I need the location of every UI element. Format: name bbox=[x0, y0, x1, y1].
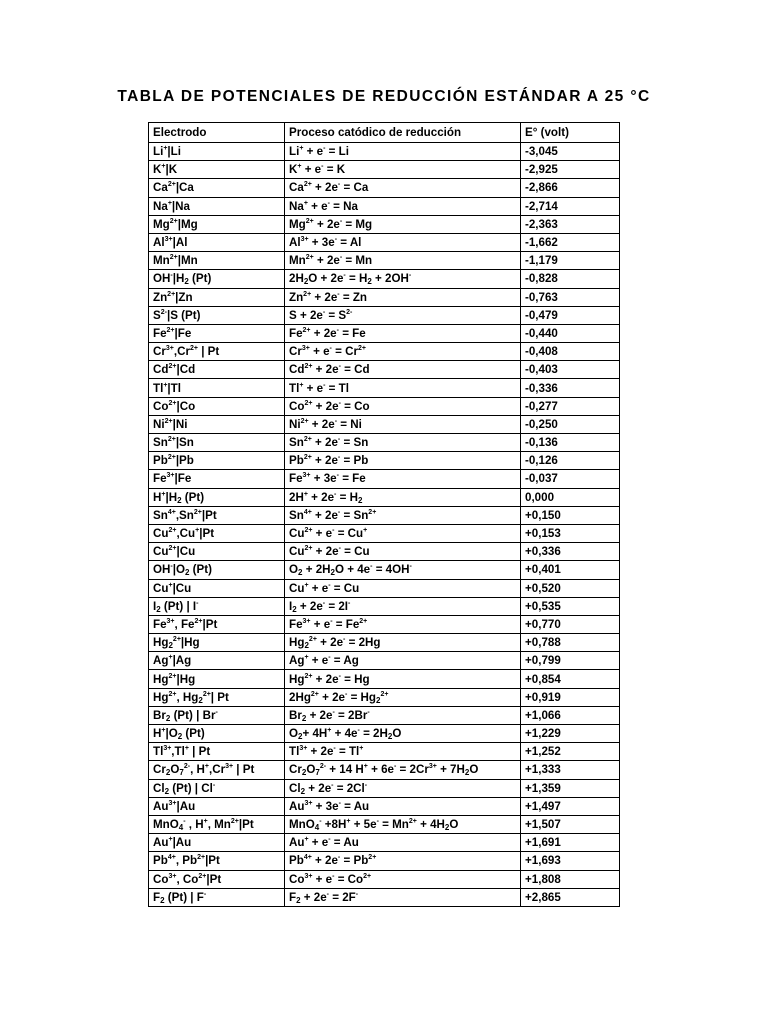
process-cell: $Mn^{2+} + 2e^- = Mn$ bbox=[285, 252, 521, 270]
electrode-cell: $Cd^{2+}|Cd$ bbox=[149, 361, 285, 379]
potential-cell: -0,336 bbox=[521, 379, 620, 397]
table-row bbox=[149, 270, 620, 288]
electrode-cell: $Zn^{2+}|Zn$ bbox=[149, 288, 285, 306]
table-row bbox=[149, 597, 620, 615]
reduction-potentials-table bbox=[148, 122, 620, 907]
electrode-cell: $Br_2$ (Pt) | Br- bbox=[149, 706, 285, 724]
potential-cell: +0,799 bbox=[521, 652, 620, 670]
electrode-cell: $Ca^{2+}|Ca$ bbox=[149, 179, 285, 197]
process-cell: $Ni^{2+} + 2e^- = Ni$ bbox=[285, 415, 521, 433]
process-cell: Ag+ + e- = Ag bbox=[285, 652, 521, 670]
electrode-cell: $Sn^{2+}|Sn$ bbox=[149, 434, 285, 452]
electrode-cell: $F_2$ (Pt) | F- bbox=[149, 888, 285, 906]
electrode-cell: $OH^-|O_2$ (Pt) bbox=[149, 561, 285, 579]
table-row bbox=[149, 415, 620, 433]
electrode-cell: MnO$_4$- , H+, $Mn^{2+}|Pt$ bbox=[149, 815, 285, 833]
process-cell: Na+ + e- = Na bbox=[285, 197, 521, 215]
process-cell: $Hg^{2+} + 2e^- = Hg$ bbox=[285, 670, 521, 688]
header-process: Proceso catódico de reducción bbox=[285, 123, 521, 143]
potential-cell: -0,828 bbox=[521, 270, 620, 288]
table-row bbox=[149, 834, 620, 852]
potential-cell: -0,408 bbox=[521, 343, 620, 361]
electrode-cell: K+|K bbox=[149, 161, 285, 179]
table-row bbox=[149, 743, 620, 761]
process-cell: Cu+ + e- = Cu bbox=[285, 579, 521, 597]
process-cell: Li+ + e- = Li bbox=[285, 143, 521, 161]
table-row bbox=[149, 143, 620, 161]
potential-cell: -2,866 bbox=[521, 179, 620, 197]
process-cell: $Cr_2O_7^{2-} + 14$ $H^+ + 6e^- = 2Cr^{3+} + 7H_2O$ bbox=[285, 761, 521, 779]
electrode-cell: $Al^{3+}|Al$ bbox=[149, 233, 285, 251]
process-cell: $F_2 + 2e^- = 2F^-$ bbox=[285, 888, 521, 906]
potential-cell: -0,403 bbox=[521, 361, 620, 379]
process-cell: $MnO_4^- +8H^+ + 5e^- = Mn^{2+} + 4H_2O$ bbox=[285, 815, 521, 833]
table-row bbox=[149, 543, 620, 561]
process-cell: $2H_2O + 2e^- = H_2 + 2OH^-$ bbox=[285, 270, 521, 288]
potential-cell: -3,045 bbox=[521, 143, 620, 161]
potential-cell: 0,000 bbox=[521, 488, 620, 506]
table-row bbox=[149, 343, 620, 361]
potential-cell: +1,507 bbox=[521, 815, 620, 833]
electrode-cell: $I_2$ (Pt) | I- bbox=[149, 597, 285, 615]
electrode-cell: $Pb^{2+}|Pb$ bbox=[149, 452, 285, 470]
process-cell: $Tl^{3+} + 2e^- = Tl^+$ bbox=[285, 743, 521, 761]
table-row bbox=[149, 161, 620, 179]
process-cell: $Ca^{2+} + 2e^- = Ca$ bbox=[285, 179, 521, 197]
electrode-cell: $Tl^{3+},Tl^+$ | Pt bbox=[149, 743, 285, 761]
potential-cell: +1,691 bbox=[521, 834, 620, 852]
table-row bbox=[149, 761, 620, 779]
electrode-cell: $Fe^{3+}$, $Fe^{2+}|Pt$ bbox=[149, 615, 285, 633]
electrode-cell: $Sn^{4+},Sn^{2+}|Pt$ bbox=[149, 506, 285, 524]
table-row bbox=[149, 470, 620, 488]
potential-cell: +1,808 bbox=[521, 870, 620, 888]
potential-cell: +0,401 bbox=[521, 561, 620, 579]
header-electrode: Electrodo bbox=[149, 123, 285, 143]
process-cell: $Cu^{2+} + 2e^- = Cu$ bbox=[285, 543, 521, 561]
table-row bbox=[149, 252, 620, 270]
table-row bbox=[149, 379, 620, 397]
table-row bbox=[149, 870, 620, 888]
table-row bbox=[149, 688, 620, 706]
process-cell: $Pb^{4+} + 2e^- = Pb^{2+}$ bbox=[285, 852, 521, 870]
potential-cell: -2,925 bbox=[521, 161, 620, 179]
process-cell: $Br_2 + 2e^- = 2Br^-$ bbox=[285, 706, 521, 724]
process-cell: $Al^{3+} + 3e^- = Al$ bbox=[285, 233, 521, 251]
electrode-cell: $Cl_2$ (Pt) | Cl- bbox=[149, 779, 285, 797]
potential-cell: +1,252 bbox=[521, 743, 620, 761]
potential-cell: -0,277 bbox=[521, 397, 620, 415]
potential-cell: -0,126 bbox=[521, 452, 620, 470]
potential-cell: +2,865 bbox=[521, 888, 620, 906]
process-cell: Tl+ + e- = Tl bbox=[285, 379, 521, 397]
process-cell: $Cr^{3+} + e^- = Cr^{2+}$ bbox=[285, 343, 521, 361]
process-cell: $Cu^{2+} + e^- = Cu^+$ bbox=[285, 524, 521, 542]
potential-cell: -1,179 bbox=[521, 252, 620, 270]
table-row bbox=[149, 615, 620, 633]
table-row bbox=[149, 361, 620, 379]
potential-cell: +1,066 bbox=[521, 706, 620, 724]
table-row bbox=[149, 725, 620, 743]
process-cell: $S + 2e^- = S^{2-}$ bbox=[285, 306, 521, 324]
header-potential: E° (volt) bbox=[521, 123, 620, 143]
process-cell: $Cd^{2+} + 2e^- = Cd$ bbox=[285, 361, 521, 379]
table-row bbox=[149, 288, 620, 306]
table-row bbox=[149, 634, 620, 652]
electrode-cell: $Hg_2^{2+}|Hg$ bbox=[149, 634, 285, 652]
table-row bbox=[149, 397, 620, 415]
electrode-cell: $Cr_2O_7^{2-}$, $H^+,Cr^{3+}$ | Pt bbox=[149, 761, 285, 779]
electrode-cell: $Fe^{2+}|Fe$ bbox=[149, 324, 285, 342]
table-row bbox=[149, 306, 620, 324]
process-cell: $Cl_2 + 2e^- = 2Cl^-$ bbox=[285, 779, 521, 797]
electrode-cell: $Co^{2+}|Co$ bbox=[149, 397, 285, 415]
table-row bbox=[149, 852, 620, 870]
table-row bbox=[149, 888, 620, 906]
process-cell: $Fe^{3+} + e^- = Fe^{2+}$ bbox=[285, 615, 521, 633]
electrode-cell: $Co^{3+}$, $Co^{2+}|Pt$ bbox=[149, 870, 285, 888]
table-row bbox=[149, 579, 620, 597]
table-row bbox=[149, 561, 620, 579]
process-cell: $I_2 + 2e^- = 2I^-$ bbox=[285, 597, 521, 615]
potential-cell: -0,250 bbox=[521, 415, 620, 433]
electrode-cell: $Cr^{3+},Cr^{2+}$ | Pt bbox=[149, 343, 285, 361]
potential-cell: +0,520 bbox=[521, 579, 620, 597]
electrode-cell: Cu+|Cu bbox=[149, 579, 285, 597]
potential-cell: +1,497 bbox=[521, 797, 620, 815]
process-cell: $O_2+ 4H^+ + 4e^- = 2H_2O$ bbox=[285, 725, 521, 743]
potential-cell: +1,359 bbox=[521, 779, 620, 797]
potential-cell: +0,153 bbox=[521, 524, 620, 542]
electrode-cell: Tl+|Tl bbox=[149, 379, 285, 397]
process-cell: $Co^{2+} + 2e^- = Co$ bbox=[285, 397, 521, 415]
electrode-cell: Li+|Li bbox=[149, 143, 285, 161]
table-row bbox=[149, 797, 620, 815]
electrode-cell: Na+|Na bbox=[149, 197, 285, 215]
potential-cell: +1,229 bbox=[521, 725, 620, 743]
process-cell: $Sn^{2+} + 2e^- = Sn$ bbox=[285, 434, 521, 452]
potential-cell: -2,363 bbox=[521, 215, 620, 233]
electrode-cell: $Pb^{4+}$, $Pb^{2+}|Pt$ bbox=[149, 852, 285, 870]
potential-cell: -0,479 bbox=[521, 306, 620, 324]
process-cell: $Pb^{2+} + 2e^- = Pb$ bbox=[285, 452, 521, 470]
table-header-row bbox=[149, 123, 620, 143]
electrode-cell: $Au^{3+}|Au$ bbox=[149, 797, 285, 815]
electrode-cell: $H^+|O_2$ (Pt) bbox=[149, 725, 285, 743]
potential-cell: +0,854 bbox=[521, 670, 620, 688]
process-cell: $O_2 + 2H_2O + 4e^- = 4OH^-$ bbox=[285, 561, 521, 579]
electrode-cell: $Hg^{2+}$, $Hg_2^{2+}|$ Pt bbox=[149, 688, 285, 706]
potential-cell: +0,535 bbox=[521, 597, 620, 615]
electrode-cell: $Hg^{2+}|Hg$ bbox=[149, 670, 285, 688]
table-row bbox=[149, 670, 620, 688]
process-cell: $Fe^{2+} + 2e^- = Fe$ bbox=[285, 324, 521, 342]
electrode-cell: $Ni^{2+}|Ni$ bbox=[149, 415, 285, 433]
table-row bbox=[149, 179, 620, 197]
table-row bbox=[149, 324, 620, 342]
potential-cell: +0,336 bbox=[521, 543, 620, 561]
electrode-cell: Ag+|Ag bbox=[149, 652, 285, 670]
table-row bbox=[149, 434, 620, 452]
electrode-cell: $Fe^{3+}|Fe$ bbox=[149, 470, 285, 488]
page-title: TABLA DE POTENCIALES DE REDUCCIÓN ESTÁNDAR A 25 °C bbox=[117, 88, 651, 105]
potential-cell: +0,150 bbox=[521, 506, 620, 524]
table-row bbox=[149, 815, 620, 833]
table-row bbox=[149, 779, 620, 797]
table-row bbox=[149, 524, 620, 542]
potential-cell: +0,788 bbox=[521, 634, 620, 652]
process-cell: $Sn^{4+} + 2e^- = Sn^{2+}$ bbox=[285, 506, 521, 524]
electrode-cell: $Mg^{2+}|Mg$ bbox=[149, 215, 285, 233]
potential-cell: -2,714 bbox=[521, 197, 620, 215]
process-cell: $Fe^{3+} + 3e^- = Fe$ bbox=[285, 470, 521, 488]
potential-cell: -0,763 bbox=[521, 288, 620, 306]
electrode-cell: $Cu^{2+}|Cu$ bbox=[149, 543, 285, 561]
table-row bbox=[149, 488, 620, 506]
electrode-cell: Au+|Au bbox=[149, 834, 285, 852]
process-cell: K+ + e- = K bbox=[285, 161, 521, 179]
process-cell: Au+ + e- = Au bbox=[285, 834, 521, 852]
table-row bbox=[149, 215, 620, 233]
potential-cell: -0,037 bbox=[521, 470, 620, 488]
process-cell: $Hg_2^{2+} + 2e^- = 2Hg$ bbox=[285, 634, 521, 652]
potential-cell: +1,333 bbox=[521, 761, 620, 779]
process-cell: $Co^{3+} + e^- = Co^{2+}$ bbox=[285, 870, 521, 888]
electrode-cell: $Cu^{2+},Cu^+|Pt$ bbox=[149, 524, 285, 542]
table-row bbox=[149, 706, 620, 724]
electrode-cell: $H^+|H_2$ (Pt) bbox=[149, 488, 285, 506]
potential-cell: -1,662 bbox=[521, 233, 620, 251]
electrode-cell: $S^{2-}|S$ (Pt) bbox=[149, 306, 285, 324]
potential-cell: +0,770 bbox=[521, 615, 620, 633]
potential-cell: +1,693 bbox=[521, 852, 620, 870]
process-cell: $2Hg^{2+} + 2e^- = Hg_2^{2+}$ bbox=[285, 688, 521, 706]
table-row bbox=[149, 233, 620, 251]
electrode-cell: $Mn^{2+}|Mn$ bbox=[149, 252, 285, 270]
table-row bbox=[149, 506, 620, 524]
table-row bbox=[149, 197, 620, 215]
potential-cell: +0,919 bbox=[521, 688, 620, 706]
electrode-cell: $OH^-|H_2$ (Pt) bbox=[149, 270, 285, 288]
process-cell: $Zn^{2+} + 2e^- = Zn$ bbox=[285, 288, 521, 306]
process-cell: $Au^{3+} + 3e^- = Au$ bbox=[285, 797, 521, 815]
table-row bbox=[149, 652, 620, 670]
potential-cell: -0,440 bbox=[521, 324, 620, 342]
table-row bbox=[149, 452, 620, 470]
process-cell: $Mg^{2+} + 2e^- = Mg$ bbox=[285, 215, 521, 233]
potential-cell: -0,136 bbox=[521, 434, 620, 452]
process-cell: $2H^+ + 2e^- = H_2$ bbox=[285, 488, 521, 506]
